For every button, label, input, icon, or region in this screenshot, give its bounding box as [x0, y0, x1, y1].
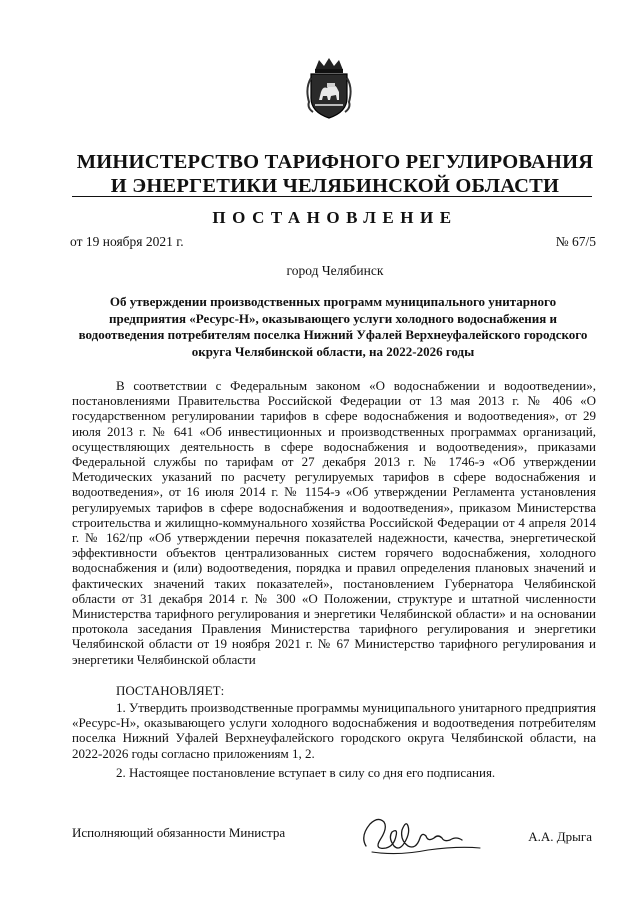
signatory-position: Исполняющий обязанности Министра: [72, 825, 286, 840]
preamble-paragraph: В соответствии с Федеральным законом «О водоснабжении и водоотведении», постановлениями Правительства Российской Федерации от 13 мая 2013 г. № 406 «О государственном регулировании тарифов в сфере водоснабжения и водоотведения», от 29 июля 2013 г. № 641 «Об инвестиционных и производственных программах организаций, осуществляющих деятельность в сфере водоснабжения и водоотведения», приказами Федеральной службы по тарифам от 27 декабря 2013 г. № 1746-э «Об утверждении Методических указаний по расчету регулируемых тарифов в сфере водоснабжения и водоотведения», от 16 июля 2014 г. № 1154-э «Об утверждении Регламента установления регулируемых тарифов в сфере водоснабжения и водоотведения», приказом Министерства строительства и жилищно-коммунального хозяйства Российской Федерации от 4 апреля 2014 г. № 162/пр «Об утверждении перечня показателей надежности, качества, энергетической эффективности объектов централизованных систем горячего водоснабжения, холодного водоснабжения и (или) водоотведения, порядка и правил определения плановых значений и фактических значений таких показателей», постановлением Губернатора Челябинской области от 31 декабря 2014 г. № 300 «О Положении, структуре и штатной численности Министерства тарифного регулирования и энергетики Челябинской области» и на основании протокола заседания Правления Министерства тарифного регулирования и энергетики Челябинской области от 19 ноября 2021 г. № 67 Министерство тарифного регулирования и энергетики Челябинской области: [72, 378, 596, 667]
decree-items: [72, 700, 596, 780]
document-city: город Челябинск: [286, 263, 384, 278]
signatory-name: А.А. Дрыга: [528, 829, 592, 844]
header-divider: [72, 196, 592, 197]
document-body: [72, 378, 596, 667]
decree-word: ПОСТАНОВЛЯЕТ:: [116, 683, 225, 698]
document-type: ПОСТАНОВЛЕНИЕ: [212, 208, 458, 227]
handwritten-signature-icon: [358, 806, 488, 858]
coat-of-arms-icon: [305, 56, 353, 120]
document-subject: Об утверждении производственных программ муниципального унитарного предприятия «Ресурс-Н», оказывающего услуги холодного водоснабжения и водоотведения потребителям поселка Нижний Уфалей Верхнеуфалейского городского округа Челябинской области, на 2022-2026 годы: [78, 294, 588, 359]
decree-item-2: 2. Настоящее постановление вступает в силу со дня его подписания.: [116, 764, 496, 780]
ministry-name-line1: МИНИСТЕРСТВО ТАРИФНОГО РЕГУЛИРОВАНИЯ: [76, 151, 594, 173]
document-number: № 67/5: [555, 234, 596, 249]
decree-item-1: 1. Утвердить производственные программы муниципального унитарного предприятия «Ресурс-Н», оказывающего услуги холодного водоснабжения и водоотведения потребителям поселка Нижний Уфалей Верхнеуфалейского городского округа Челябинской области, на 2022-2026 годы согласно приложениям 1, 2.: [72, 700, 596, 761]
ministry-name-line2: И ЭНЕРГЕТИКИ ЧЕЛЯБИНСКОЙ ОБЛАСТИ: [110, 175, 560, 197]
document-date: от 19 ноября 2021 г.: [70, 234, 184, 249]
